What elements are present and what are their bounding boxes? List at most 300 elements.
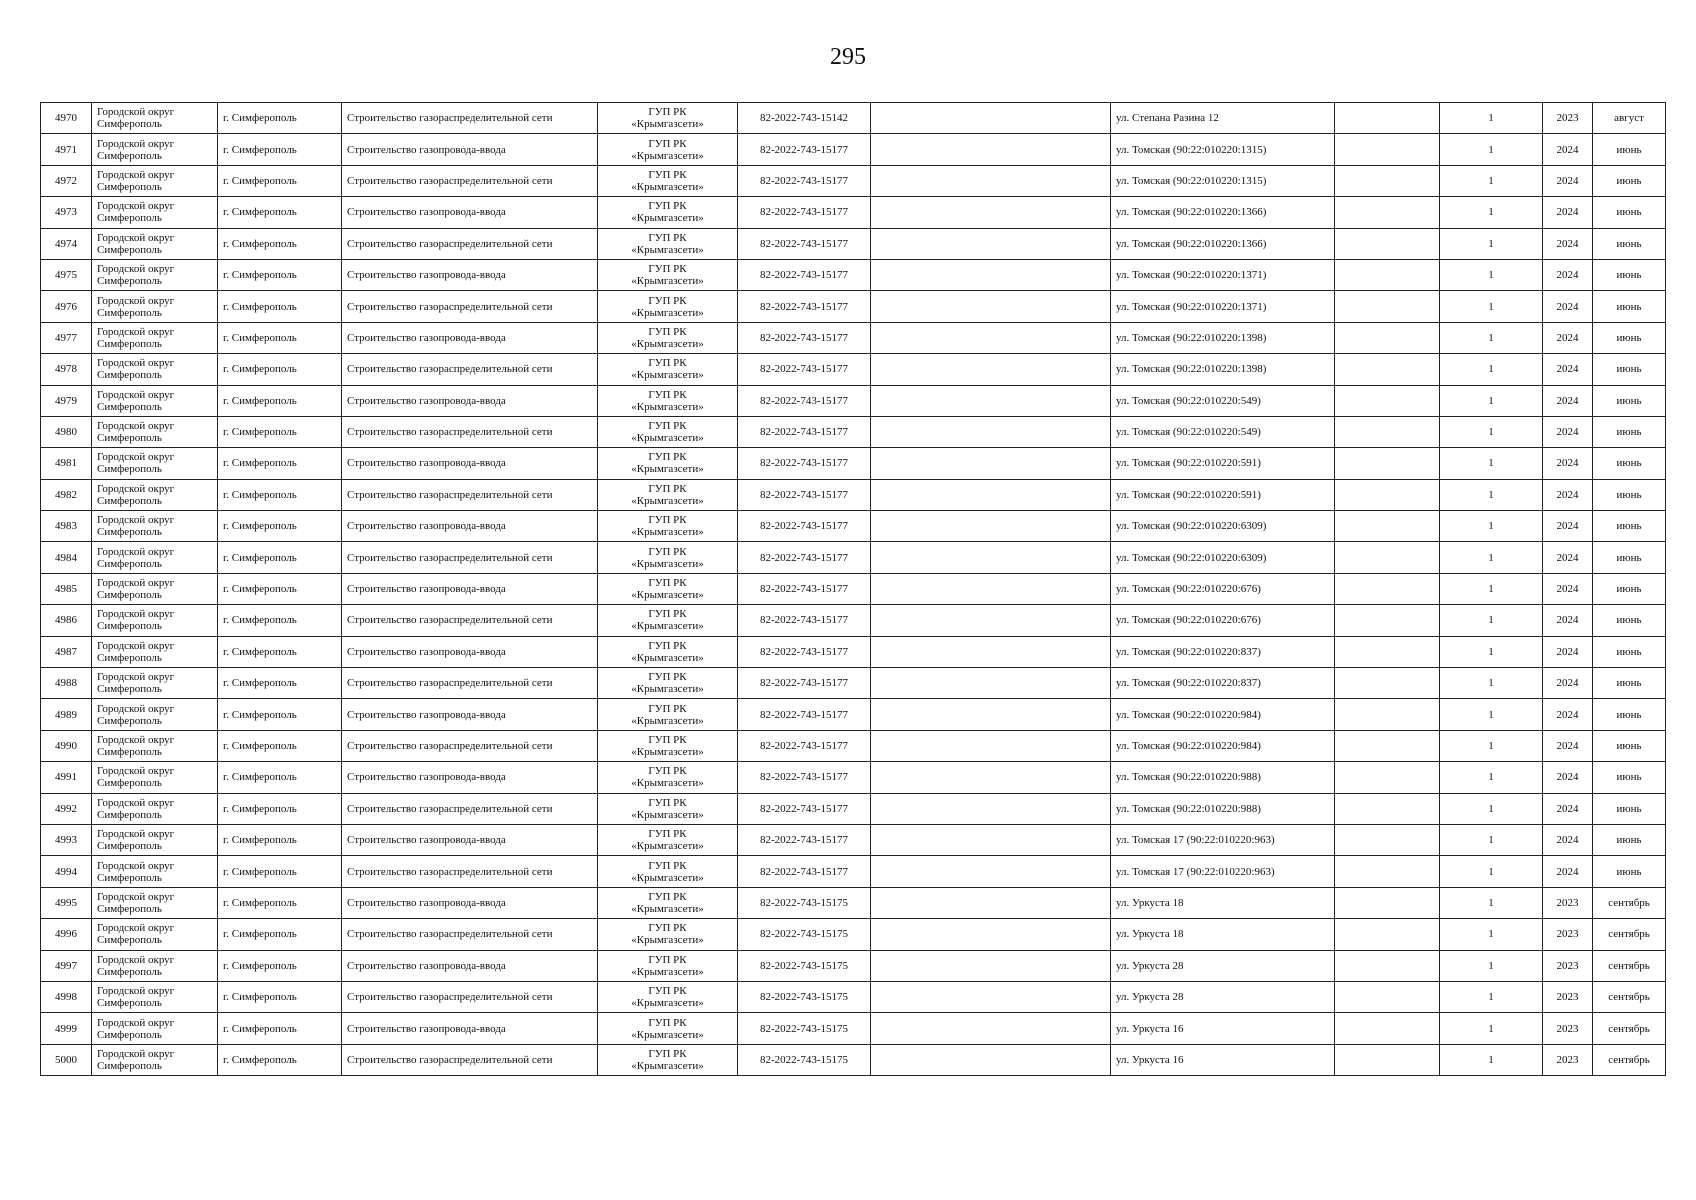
empty-cell [871,542,1111,573]
district-cell: Городской округ Симферополь [92,636,218,667]
program-code-cell: 82-2022-743-15177 [738,573,871,604]
organization-cell: ГУП РК «Крымгазсети» [598,322,738,353]
program-code-cell: 82-2022-743-15177 [738,511,871,542]
empty-cell [871,636,1111,667]
year-cell: 2023 [1543,887,1593,918]
count-cell: 1 [1440,448,1543,479]
work-type-cell: Строительство газораспределительной сети [342,165,598,196]
program-code-cell: 82-2022-743-15177 [738,228,871,259]
work-type-cell: Строительство газораспределительной сети [342,793,598,824]
empty-cell [871,699,1111,730]
district-cell: Городской округ Симферополь [92,511,218,542]
row-number: 4997 [41,950,92,981]
empty-cell [871,981,1111,1012]
table-row [41,573,1666,604]
month-cell: сентябрь [1593,981,1666,1012]
count-cell: 1 [1440,981,1543,1012]
count-cell: 1 [1440,165,1543,196]
program-code-cell: 82-2022-743-15177 [738,259,871,290]
count-cell: 1 [1440,605,1543,636]
count-cell: 1 [1440,730,1543,761]
row-number: 4994 [41,856,92,887]
row-number: 4982 [41,479,92,510]
organization-cell: ГУП РК «Крымгазсети» [598,259,738,290]
address-cell: ул. Томская (90:22:010220:676) [1111,605,1335,636]
year-cell: 2024 [1543,354,1593,385]
organization-cell: ГУП РК «Крымгазсети» [598,950,738,981]
address-cell: ул. Томская (90:22:010220:1366) [1111,228,1335,259]
empty-cell [1335,165,1440,196]
address-cell: ул. Томская (90:22:010220:676) [1111,573,1335,604]
address-cell: ул. Томская (90:22:010220:549) [1111,385,1335,416]
empty-cell [1335,856,1440,887]
table-row [41,668,1666,699]
year-cell: 2024 [1543,856,1593,887]
work-type-cell: Строительство газораспределительной сети [342,291,598,322]
empty-cell [871,385,1111,416]
count-cell: 1 [1440,103,1543,134]
empty-cell [871,919,1111,950]
year-cell: 2023 [1543,981,1593,1012]
organization-cell: ГУП РК «Крымгазсети» [598,228,738,259]
address-cell: ул. Уркуста 18 [1111,887,1335,918]
district-cell: Городской округ Симферополь [92,919,218,950]
count-cell: 1 [1440,887,1543,918]
row-number: 4978 [41,354,92,385]
work-type-cell: Строительство газопровода-ввода [342,134,598,165]
row-number: 4985 [41,573,92,604]
count-cell: 1 [1440,259,1543,290]
district-cell: Городской округ Симферополь [92,479,218,510]
table-row [41,762,1666,793]
count-cell: 1 [1440,1044,1543,1075]
district-cell: Городской округ Симферополь [92,793,218,824]
city-cell: г. Симферополь [218,668,342,699]
district-cell: Городской округ Симферополь [92,322,218,353]
district-cell: Городской округ Симферополь [92,573,218,604]
empty-cell [1335,197,1440,228]
district-cell: Городской округ Симферополь [92,762,218,793]
organization-cell: ГУП РК «Крымгазсети» [598,762,738,793]
year-cell: 2023 [1543,1044,1593,1075]
empty-cell [871,511,1111,542]
address-cell: ул. Томская 17 (90:22:010220:963) [1111,856,1335,887]
district-cell: Городской округ Симферополь [92,605,218,636]
organization-cell: ГУП РК «Крымгазсети» [598,103,738,134]
table-row [41,322,1666,353]
empty-cell [1335,762,1440,793]
district-cell: Городской округ Симферополь [92,165,218,196]
year-cell: 2024 [1543,416,1593,447]
organization-cell: ГУП РК «Крымгазсети» [598,165,738,196]
month-cell: июнь [1593,542,1666,573]
empty-cell [1335,228,1440,259]
organization-cell: ГУП РК «Крымгазсети» [598,730,738,761]
empty-cell [1335,259,1440,290]
row-number: 4998 [41,981,92,1012]
year-cell: 2024 [1543,762,1593,793]
city-cell: г. Симферополь [218,856,342,887]
table-row [41,824,1666,855]
district-cell: Городской округ Симферополь [92,699,218,730]
table-row [41,1013,1666,1044]
year-cell: 2024 [1543,322,1593,353]
city-cell: г. Симферополь [218,228,342,259]
address-cell: ул. Уркуста 16 [1111,1013,1335,1044]
district-cell: Городской округ Симферополь [92,228,218,259]
district-cell: Городской округ Симферополь [92,416,218,447]
city-cell: г. Симферополь [218,919,342,950]
work-type-cell: Строительство газораспределительной сети [342,1044,598,1075]
work-type-cell: Строительство газопровода-ввода [342,448,598,479]
table-row [41,636,1666,667]
work-type-cell: Строительство газопровода-ввода [342,573,598,604]
empty-cell [871,730,1111,761]
row-number: 4974 [41,228,92,259]
count-cell: 1 [1440,354,1543,385]
year-cell: 2024 [1543,730,1593,761]
empty-cell [1335,668,1440,699]
city-cell: г. Симферополь [218,197,342,228]
empty-cell [871,573,1111,604]
row-number: 4993 [41,824,92,855]
work-type-cell: Строительство газопровода-ввода [342,197,598,228]
district-cell: Городской округ Симферополь [92,385,218,416]
count-cell: 1 [1440,824,1543,855]
year-cell: 2023 [1543,950,1593,981]
address-cell: ул. Уркуста 16 [1111,1044,1335,1075]
count-cell: 1 [1440,511,1543,542]
work-type-cell: Строительство газораспределительной сети [342,228,598,259]
month-cell: июнь [1593,197,1666,228]
program-code-cell: 82-2022-743-15175 [738,919,871,950]
row-number: 4976 [41,291,92,322]
empty-cell [871,887,1111,918]
table-row [41,730,1666,761]
district-cell: Городской округ Симферополь [92,134,218,165]
city-cell: г. Симферополь [218,981,342,1012]
city-cell: г. Симферополь [218,103,342,134]
month-cell: сентябрь [1593,1044,1666,1075]
empty-cell [871,354,1111,385]
table-row [41,793,1666,824]
month-cell: июнь [1593,605,1666,636]
month-cell: август [1593,103,1666,134]
count-cell: 1 [1440,919,1543,950]
empty-cell [1335,573,1440,604]
address-cell: ул. Томская (90:22:010220:1366) [1111,197,1335,228]
year-cell: 2024 [1543,448,1593,479]
table-row [41,134,1666,165]
address-cell: ул. Томская (90:22:010220:984) [1111,699,1335,730]
year-cell: 2024 [1543,573,1593,604]
count-cell: 1 [1440,573,1543,604]
address-cell: ул. Томская (90:22:010220:591) [1111,479,1335,510]
work-type-cell: Строительство газораспределительной сети [342,542,598,573]
year-cell: 2024 [1543,197,1593,228]
row-number: 4991 [41,762,92,793]
city-cell: г. Симферополь [218,573,342,604]
organization-cell: ГУП РК «Крымгазсети» [598,354,738,385]
row-number: 4984 [41,542,92,573]
city-cell: г. Симферополь [218,448,342,479]
month-cell: июнь [1593,824,1666,855]
district-cell: Городской округ Симферополь [92,291,218,322]
table-row [41,259,1666,290]
year-cell: 2024 [1543,793,1593,824]
district-cell: Городской округ Симферополь [92,197,218,228]
district-cell: Городской округ Симферополь [92,981,218,1012]
work-type-cell: Строительство газораспределительной сети [342,354,598,385]
row-number: 4987 [41,636,92,667]
organization-cell: ГУП РК «Крымгазсети» [598,448,738,479]
month-cell: сентябрь [1593,887,1666,918]
organization-cell: ГУП РК «Крымгазсети» [598,479,738,510]
year-cell: 2024 [1543,259,1593,290]
address-cell: ул. Томская (90:22:010220:6309) [1111,511,1335,542]
month-cell: июнь [1593,228,1666,259]
year-cell: 2024 [1543,134,1593,165]
city-cell: г. Симферополь [218,636,342,667]
address-cell: ул. Уркуста 28 [1111,950,1335,981]
count-cell: 1 [1440,636,1543,667]
table-row [41,981,1666,1012]
table-row [41,291,1666,322]
count-cell: 1 [1440,1013,1543,1044]
organization-cell: ГУП РК «Крымгазсети» [598,291,738,322]
empty-cell [1335,322,1440,353]
program-code-cell: 82-2022-743-15177 [738,416,871,447]
empty-cell [871,793,1111,824]
work-type-cell: Строительство газопровода-ввода [342,887,598,918]
month-cell: сентябрь [1593,919,1666,950]
empty-cell [1335,1013,1440,1044]
month-cell: июнь [1593,668,1666,699]
month-cell: июнь [1593,291,1666,322]
district-cell: Городской округ Симферополь [92,1013,218,1044]
row-number: 4990 [41,730,92,761]
program-code-cell: 82-2022-743-15175 [738,950,871,981]
month-cell: июнь [1593,385,1666,416]
year-cell: 2024 [1543,165,1593,196]
empty-cell [1335,385,1440,416]
table-row [41,605,1666,636]
program-code-cell: 82-2022-743-15177 [738,856,871,887]
month-cell: июнь [1593,511,1666,542]
address-cell: ул. Томская (90:22:010220:984) [1111,730,1335,761]
table-row [41,950,1666,981]
register-table [40,102,1666,1076]
table-row [41,197,1666,228]
empty-cell [1335,950,1440,981]
empty-cell [871,228,1111,259]
row-number: 4971 [41,134,92,165]
year-cell: 2024 [1543,385,1593,416]
work-type-cell: Строительство газораспределительной сети [342,856,598,887]
program-code-cell: 82-2022-743-15177 [738,542,871,573]
program-code-cell: 82-2022-743-15177 [738,197,871,228]
page-number: 295 [830,44,866,70]
empty-cell [1335,699,1440,730]
month-cell: июнь [1593,762,1666,793]
program-code-cell: 82-2022-743-15177 [738,793,871,824]
city-cell: г. Симферополь [218,259,342,290]
program-code-cell: 82-2022-743-15177 [738,165,871,196]
program-code-cell: 82-2022-743-15177 [738,385,871,416]
organization-cell: ГУП РК «Крымгазсети» [598,636,738,667]
table-row [41,385,1666,416]
organization-cell: ГУП РК «Крымгазсети» [598,134,738,165]
organization-cell: ГУП РК «Крымгазсети» [598,416,738,447]
row-number: 4996 [41,919,92,950]
empty-cell [871,824,1111,855]
district-cell: Городской округ Симферополь [92,448,218,479]
work-type-cell: Строительство газораспределительной сети [342,103,598,134]
year-cell: 2023 [1543,919,1593,950]
work-type-cell: Строительство газораспределительной сети [342,416,598,447]
program-code-cell: 82-2022-743-15177 [738,762,871,793]
work-type-cell: Строительство газораспределительной сети [342,730,598,761]
count-cell: 1 [1440,228,1543,259]
month-cell: июнь [1593,165,1666,196]
row-number: 5000 [41,1044,92,1075]
city-cell: г. Симферополь [218,511,342,542]
count-cell: 1 [1440,668,1543,699]
year-cell: 2023 [1543,103,1593,134]
table-row [41,448,1666,479]
count-cell: 1 [1440,322,1543,353]
city-cell: г. Симферополь [218,730,342,761]
count-cell: 1 [1440,416,1543,447]
district-cell: Городской округ Симферополь [92,950,218,981]
organization-cell: ГУП РК «Крымгазсети» [598,919,738,950]
organization-cell: ГУП РК «Крымгазсети» [598,1044,738,1075]
empty-cell [871,165,1111,196]
year-cell: 2023 [1543,1013,1593,1044]
count-cell: 1 [1440,856,1543,887]
count-cell: 1 [1440,291,1543,322]
empty-cell [1335,511,1440,542]
year-cell: 2024 [1543,699,1593,730]
empty-cell [1335,448,1440,479]
address-cell: ул. Томская (90:22:010220:591) [1111,448,1335,479]
month-cell: июнь [1593,259,1666,290]
program-code-cell: 82-2022-743-15177 [738,699,871,730]
month-cell: июнь [1593,573,1666,604]
month-cell: июнь [1593,134,1666,165]
month-cell: июнь [1593,416,1666,447]
work-type-cell: Строительство газопровода-ввода [342,259,598,290]
city-cell: г. Симферополь [218,542,342,573]
city-cell: г. Симферополь [218,416,342,447]
table-row [41,103,1666,134]
empty-cell [871,605,1111,636]
year-cell: 2024 [1543,511,1593,542]
count-cell: 1 [1440,762,1543,793]
organization-cell: ГУП РК «Крымгазсети» [598,385,738,416]
city-cell: г. Симферополь [218,322,342,353]
table-row [41,699,1666,730]
city-cell: г. Симферополь [218,1044,342,1075]
year-cell: 2024 [1543,291,1593,322]
city-cell: г. Симферополь [218,824,342,855]
row-number: 4981 [41,448,92,479]
row-number: 4970 [41,103,92,134]
address-cell: ул. Томская (90:22:010220:1315) [1111,165,1335,196]
organization-cell: ГУП РК «Крымгазсети» [598,511,738,542]
program-code-cell: 82-2022-743-15175 [738,981,871,1012]
organization-cell: ГУП РК «Крымгазсети» [598,699,738,730]
district-cell: Городской округ Симферополь [92,542,218,573]
address-cell: ул. Томская (90:22:010220:1371) [1111,291,1335,322]
empty-cell [871,1044,1111,1075]
empty-cell [1335,981,1440,1012]
empty-cell [1335,291,1440,322]
district-cell: Городской округ Симферополь [92,1044,218,1075]
district-cell: Городской округ Симферополь [92,887,218,918]
program-code-cell: 82-2022-743-15177 [738,291,871,322]
month-cell: сентябрь [1593,950,1666,981]
empty-cell [1335,887,1440,918]
organization-cell: ГУП РК «Крымгазсети» [598,668,738,699]
row-number: 4983 [41,511,92,542]
empty-cell [871,103,1111,134]
table-row [41,416,1666,447]
organization-cell: ГУП РК «Крымгазсети» [598,824,738,855]
empty-cell [1335,416,1440,447]
work-type-cell: Строительство газораспределительной сети [342,981,598,1012]
table-row [41,511,1666,542]
empty-cell [871,416,1111,447]
year-cell: 2024 [1543,228,1593,259]
program-code-cell: 82-2022-743-15177 [738,354,871,385]
table-row [41,856,1666,887]
count-cell: 1 [1440,699,1543,730]
year-cell: 2024 [1543,479,1593,510]
month-cell: июнь [1593,856,1666,887]
table-row [41,919,1666,950]
empty-cell [871,134,1111,165]
organization-cell: ГУП РК «Крымгазсети» [598,573,738,604]
empty-cell [1335,354,1440,385]
year-cell: 2024 [1543,636,1593,667]
empty-cell [1335,730,1440,761]
organization-cell: ГУП РК «Крымгазсети» [598,542,738,573]
table-row [41,887,1666,918]
empty-cell [871,950,1111,981]
program-code-cell: 82-2022-743-15177 [738,479,871,510]
empty-cell [1335,605,1440,636]
table-body [41,103,1666,1076]
month-cell: июнь [1593,699,1666,730]
address-cell: ул. Томская (90:22:010220:1398) [1111,354,1335,385]
month-cell: июнь [1593,636,1666,667]
table-row [41,479,1666,510]
program-code-cell: 82-2022-743-15177 [738,636,871,667]
count-cell: 1 [1440,134,1543,165]
work-type-cell: Строительство газораспределительной сети [342,919,598,950]
address-cell: ул. Томская (90:22:010220:988) [1111,762,1335,793]
empty-cell [871,259,1111,290]
month-cell: июнь [1593,479,1666,510]
district-cell: Городской округ Симферополь [92,824,218,855]
work-type-cell: Строительство газопровода-ввода [342,762,598,793]
district-cell: Городской округ Симферополь [92,354,218,385]
city-cell: г. Симферополь [218,950,342,981]
month-cell: сентябрь [1593,1013,1666,1044]
city-cell: г. Симферополь [218,699,342,730]
empty-cell [871,448,1111,479]
